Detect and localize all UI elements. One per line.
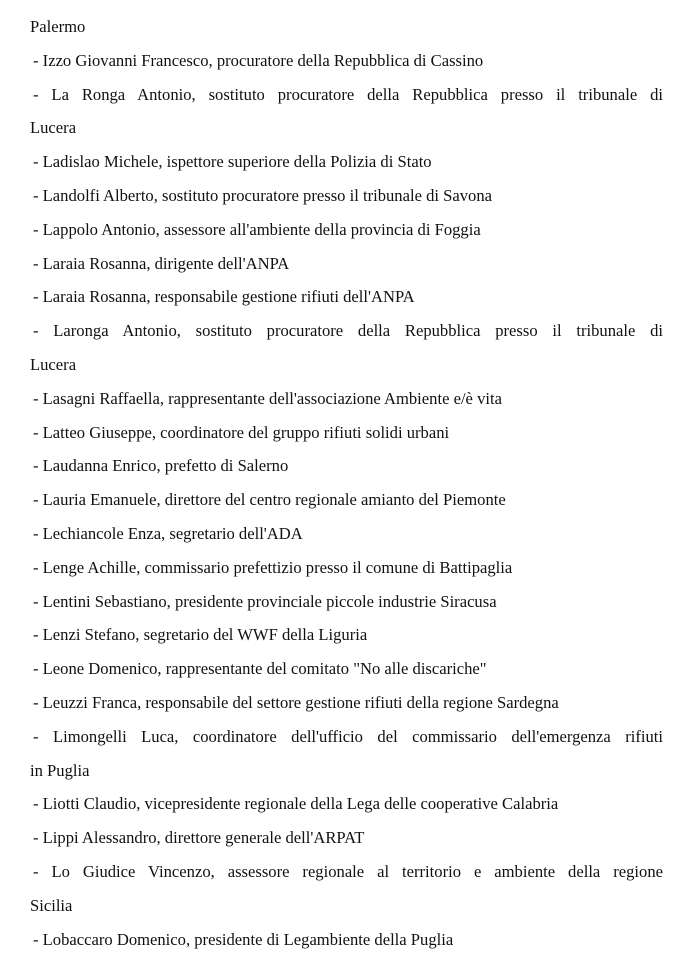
list-item: - Lappolo Antonio, assessore all'ambiente della provincia di Foggia xyxy=(33,219,481,239)
list-item: - Ladislao Michele, ispettore superiore della Polizia di Stato xyxy=(33,152,432,172)
list-item: - Leuzzi Franca, responsabile del settore gestione rifiuti della regione Sardegna xyxy=(33,692,559,712)
list-item: - Leone Domenico, rappresentante del comitato "No alle discariche" xyxy=(33,659,487,679)
list-item-continuation: Sicilia xyxy=(30,895,73,915)
list-item: - Limongelli Luca, coordinatore dell'ufficio del commissario dell'emergenza rifiuti xyxy=(33,726,663,746)
list-item: - La Ronga Antonio, sostituto procuratore della Repubblica presso il tribunale di xyxy=(33,84,663,104)
list-item: - Lasagni Raffaella, rappresentante dell'associazione Ambiente e/è vita xyxy=(33,388,502,408)
list-item: - Laraia Rosanna, dirigente dell'ANPA xyxy=(33,253,290,273)
list-item: - Lobaccaro Domenico, presidente di Legambiente della Puglia xyxy=(33,929,454,949)
list-item: - Latteo Giuseppe, coordinatore del gruppo rifiuti solidi urbani xyxy=(33,422,450,442)
list-item: - Lenzi Stefano, segretario del WWF della Liguria xyxy=(33,625,368,645)
list-item: - Liotti Claudio, vicepresidente regionale della Lega delle cooperative Calabria xyxy=(33,794,559,814)
list-item: - Laudanna Enrico, prefetto di Salerno xyxy=(33,456,289,476)
list-item: - Laraia Rosanna, responsabile gestione rifiuti dell'ANPA xyxy=(33,287,415,307)
list-item-continuation: Lucera xyxy=(30,354,77,374)
list-item: - Lauria Emanuele, direttore del centro regionale amianto del Piemonte xyxy=(33,490,506,510)
list-item: - Lentini Sebastiano, presidente provinciale piccole industrie Siracusa xyxy=(33,591,497,611)
list-item-continuation: in Puglia xyxy=(30,760,90,780)
text-line: Palermo xyxy=(30,17,86,36)
list-item: - Landolfi Alberto, sostituto procuratore presso il tribunale di Savona xyxy=(33,185,492,205)
list-item: - Laronga Antonio, sostituto procuratore della Repubblica presso il tribunale di xyxy=(33,321,663,341)
list-item: - Lo Giudice Vincenzo, assessore regionale al territorio e ambiente della regione xyxy=(33,861,663,881)
list-item: - Lenge Achille, commissario prefettizio presso il comune di Battipaglia xyxy=(33,557,513,577)
list-item: - Lechiancole Enza, segretario dell'ADA xyxy=(33,523,303,543)
document-page xyxy=(30,10,663,956)
list-item-continuation: Lucera xyxy=(30,118,77,138)
list-item: - Izzo Giovanni Francesco, procuratore della Repubblica di Cassino xyxy=(33,50,484,70)
list-item: - Lippi Alessandro, direttore generale dell'ARPAT xyxy=(33,828,365,848)
